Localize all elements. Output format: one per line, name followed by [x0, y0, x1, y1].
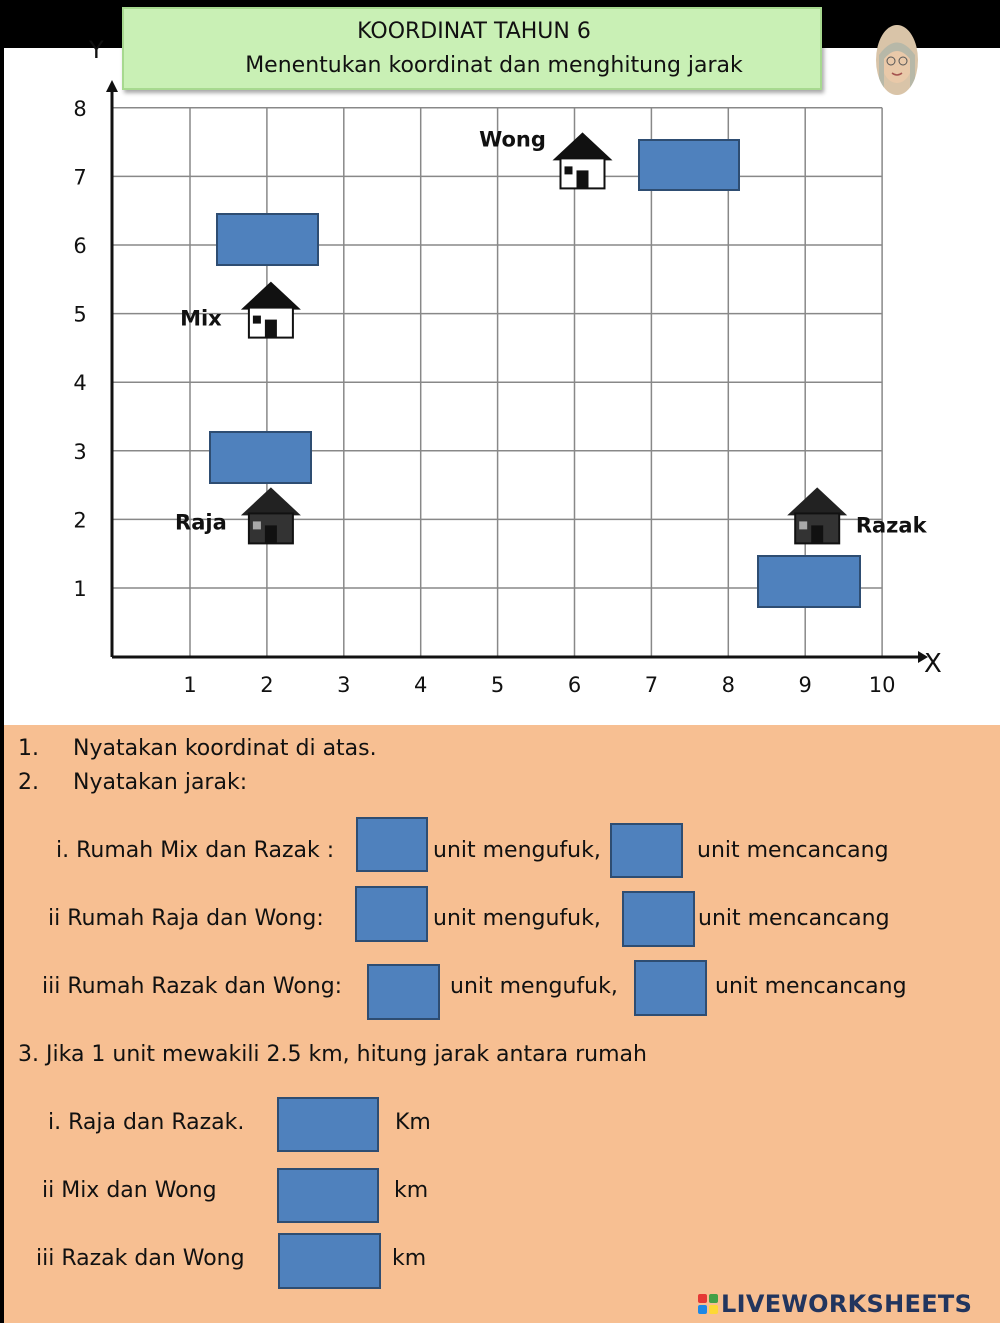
house-door — [577, 170, 589, 188]
x-tick-label: 7 — [644, 673, 659, 697]
q2-vertical-unit: unit mencancang — [698, 906, 890, 931]
liveworksheets-logo — [698, 1290, 972, 1318]
house-roof — [787, 487, 847, 515]
house-door — [265, 320, 277, 338]
house-roof — [553, 132, 613, 160]
house-point-mix — [241, 282, 301, 338]
q3-item-label: ii Mix dan Wong — [42, 1178, 217, 1203]
house-door — [265, 525, 277, 543]
answer-box-q2i-vertical[interactable] — [610, 823, 683, 878]
q2-vertical-unit: unit mencancang — [697, 838, 889, 863]
x-tick-label: 3 — [337, 673, 351, 697]
x-tick-label: 5 — [490, 673, 505, 697]
house-roof — [241, 282, 301, 310]
y-axis-arrow — [106, 80, 118, 92]
x-tick-label: 1 — [183, 673, 197, 697]
questions-panel — [4, 725, 1000, 1323]
x-tick-label: 4 — [414, 673, 428, 697]
q2-item-label: ii Rumah Raja dan Wong: — [48, 906, 324, 931]
brand-name: LIVEWORKSHEETS — [721, 1290, 973, 1318]
q3-item-label: iii Razak dan Wong — [36, 1246, 245, 1271]
answer-box-q2ii-horizontal[interactable] — [355, 886, 428, 942]
q2-horizontal-unit: unit mengufuk, — [433, 838, 601, 863]
y-tick-label: 3 — [73, 439, 87, 464]
x-tick-label: 6 — [567, 673, 582, 697]
y-tick-label: 6 — [73, 234, 87, 258]
house-window — [253, 521, 261, 529]
q2-item-label: i. Rumah Mix dan Razak : — [56, 838, 335, 863]
q2-item-label: iii Rumah Razak dan Wong: — [42, 974, 343, 999]
house-window — [565, 166, 573, 174]
house-label: Mix — [180, 306, 222, 331]
answer-box-q2ii-vertical[interactable] — [622, 891, 695, 947]
x-tick-label: 8 — [721, 673, 735, 697]
q2-horizontal-unit: unit mengufuk, — [450, 974, 618, 999]
q2-number: 2. — [18, 770, 39, 795]
q3-unit: km — [392, 1246, 427, 1271]
q2-text: Nyatakan jarak: — [73, 770, 248, 795]
y-tick-label: 5 — [73, 302, 87, 327]
page-subtitle: Menentukan koordinat dan menghitung jarak — [245, 53, 743, 78]
answer-box-q3ii[interactable] — [277, 1168, 379, 1223]
page-title: KOORDINAT TAHUN 6 — [357, 19, 591, 44]
house-point-wong — [553, 132, 613, 188]
y-tick-label: 8 — [73, 96, 87, 121]
answer-box-q2iii-vertical[interactable] — [634, 960, 707, 1016]
answer-box-razak[interactable] — [757, 555, 861, 608]
house-roof — [241, 487, 301, 515]
q3-text: 3. Jika 1 unit mewakili 2.5 km, hitung jarak antara rumah — [18, 1042, 647, 1067]
y-tick-label: 7 — [73, 165, 87, 190]
house-window — [799, 521, 807, 529]
y-tick-label: 1 — [73, 577, 87, 601]
q2-horizontal-unit: unit mengufuk, — [433, 906, 601, 931]
q3-unit: km — [394, 1178, 429, 1203]
answer-box-q2iii-horizontal[interactable] — [367, 964, 440, 1020]
x-tick-label: 2 — [260, 673, 274, 697]
answer-box-mix[interactable] — [216, 213, 319, 266]
q1-number: 1. — [18, 736, 39, 761]
q2-vertical-unit: unit mencancang — [715, 974, 907, 999]
logo-icon — [698, 1294, 718, 1314]
house-window — [253, 316, 261, 324]
q3-unit: Km — [395, 1110, 431, 1135]
answer-box-raja[interactable] — [209, 431, 312, 484]
house-point-razak — [787, 487, 847, 543]
q3-item-label: i. Raja dan Razak. — [48, 1110, 245, 1135]
house-label: Razak — [855, 513, 927, 538]
house-label: Wong — [479, 127, 546, 152]
y-tick-label: 4 — [73, 371, 87, 396]
x-tick-label: 9 — [798, 673, 812, 697]
x-axis-label: X — [924, 649, 942, 679]
y-tick-label: 2 — [73, 508, 87, 533]
y-axis-label: Y — [89, 36, 104, 64]
answer-box-q3iii[interactable] — [278, 1233, 381, 1289]
house-label: Raja — [175, 510, 227, 535]
x-tick-label: 10 — [868, 673, 896, 697]
house-door — [811, 525, 823, 543]
answer-box-q2i-horizontal[interactable] — [356, 817, 428, 872]
q1-text: Nyatakan koordinat di atas. — [73, 736, 377, 761]
answer-box-wong[interactable] — [638, 139, 740, 191]
house-point-raja — [241, 487, 301, 543]
answer-box-q3i[interactable] — [277, 1097, 379, 1152]
